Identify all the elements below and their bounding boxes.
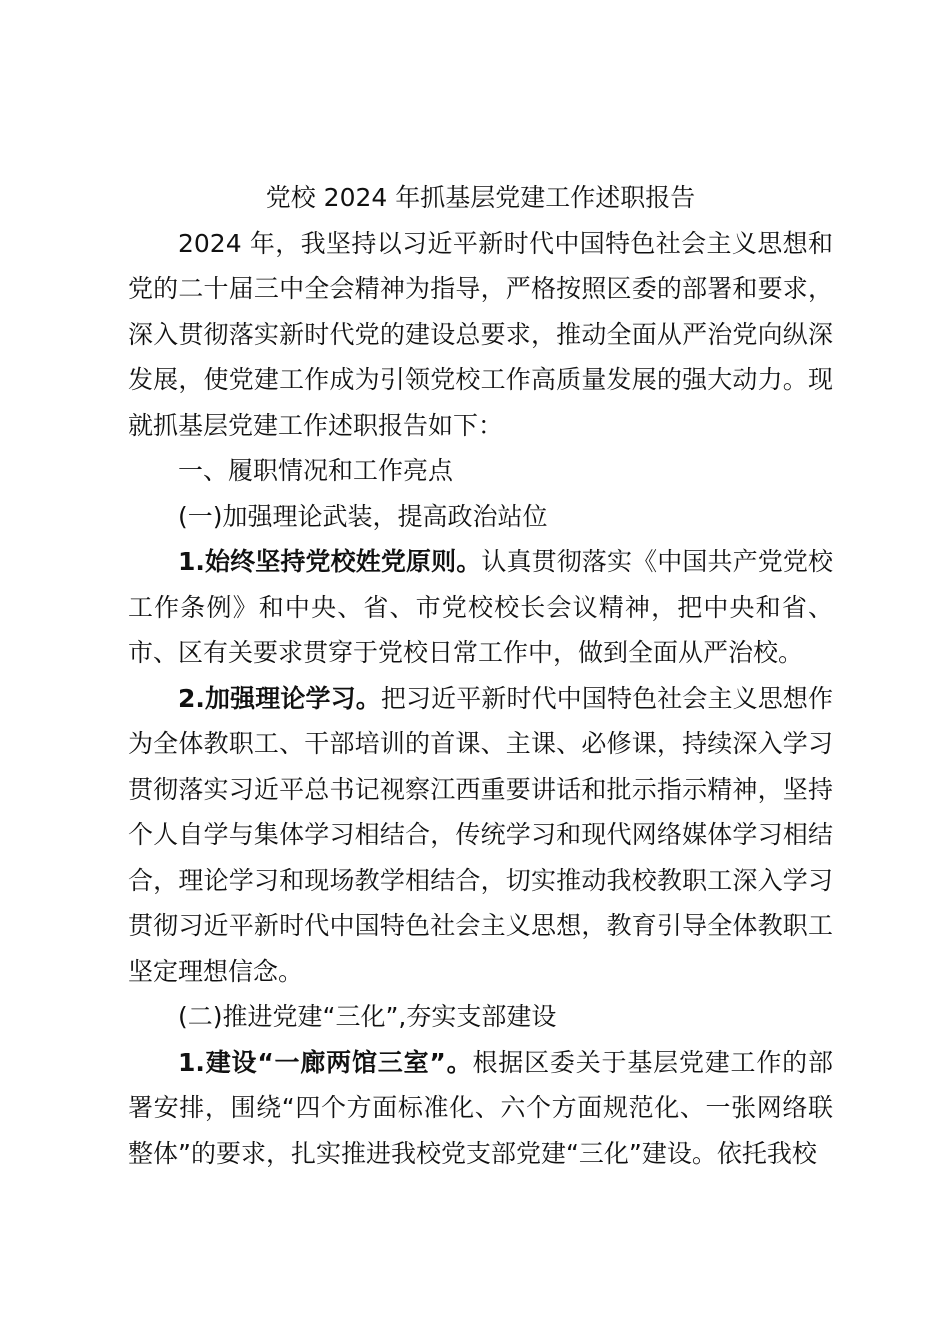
item-paragraph-1 — [128, 539, 833, 676]
item-text-2: 把习近平新时代中国特色社会主义思想作为全体教职工、干部培训的首课、主课、必修课，持续深入学习贯彻落实习近平总书记视察江西重要讲话和批示指示精神，坚持个人自学与集体学习相结合，传统学习和现代网络媒体学习相结合，理论学习和现场教学相结合，切实推动我校教职工深入学习贯彻习近平新时代中国特色社会主义思想，教育引导全体教职工坚定理想信念。 — [128, 683, 833, 986]
document-title: 党校 2024 年抓基层党建工作述职报告 — [265, 183, 696, 212]
item-lead-2: 2.加强理论学习。 — [178, 683, 381, 713]
intro-paragraph: 2024 年，我坚持以习近平新时代中国特色社会主义思想和党的二十届三中全会精神为指导，严格按照区委的部署和要求，深入贯彻落实新时代党的建设总要求，推动全面从严治党向纵深发展，使党建工作成为引领党校工作高质量发展的强大动力。现就抓基层党建工作述职报告如下： — [128, 228, 833, 440]
document-body — [128, 175, 833, 1176]
item-paragraph-2 — [128, 676, 833, 995]
item-paragraph-3 — [128, 1040, 833, 1177]
subsection-heading-2: (二)推进党建“三化”,夯实支部建设 — [178, 1002, 557, 1031]
item-lead-1: 1.始终坚持党校姓党原则。 — [178, 547, 482, 576]
subsection-heading-1: (一)加强理论武装，提高政治站位 — [178, 501, 548, 531]
item-text-3: 根据区委关于基层党建工作的部署安排，围绕“四个方面标准化、六个方面规范化、一张网络联整体”的要求，扎实推进我校党支部党建“三化”建设。依托我校 — [128, 1047, 833, 1168]
section-heading-1: 一、履职情况和工作亮点 — [178, 456, 454, 485]
item-text-1: 认真贯彻落实《中国共产党党校工作条例》和中央、省、市党校校长会议精神，把中央和省、市、区有关要求贯穿于党校日常工作中，做到全面从严治校。 — [128, 547, 833, 667]
item-lead-3: 1.建设“一廊两馆三室”。 — [178, 1047, 473, 1077]
